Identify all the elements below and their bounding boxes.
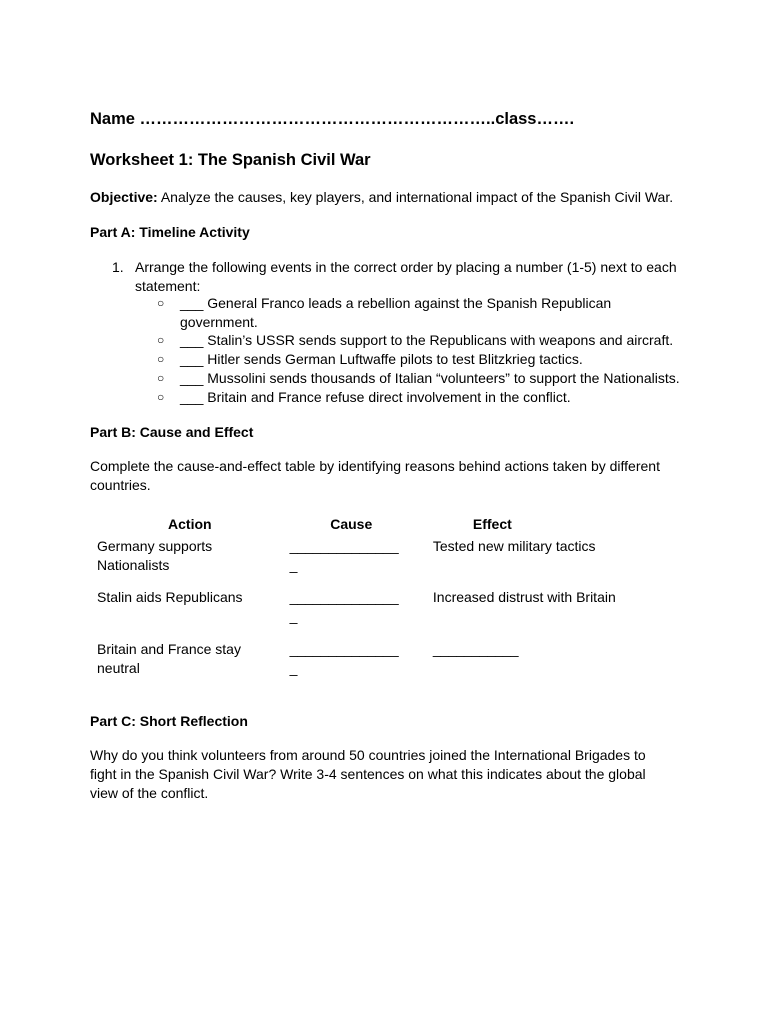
effect-blank[interactable]: ___________ xyxy=(432,641,519,657)
cause-blank[interactable]: ______________ _ xyxy=(289,538,399,573)
timeline-item xyxy=(157,294,685,331)
action-cell: Britain and France stay neutral xyxy=(97,641,241,676)
column-header-effect: Effect xyxy=(472,516,512,532)
table-row xyxy=(90,537,680,588)
bullet-icon: ○ xyxy=(157,296,165,310)
reflection-question: Why do you think volunteers from around 50 countries joined the International Brigades to fight in the Spanish Civil War? Write 3-4 sentences on what this indicates about the global view of the conflict. xyxy=(90,747,646,801)
column-header-action: Action xyxy=(168,516,212,532)
part-c-heading: Part C: Short Reflection xyxy=(90,713,248,729)
table-row xyxy=(90,640,680,678)
timeline-item xyxy=(157,388,685,407)
cause-effect-table xyxy=(90,515,680,678)
timeline-item xyxy=(157,350,685,369)
timeline-item-text: ___ Britain and France refuse direct involvement in the conflict. xyxy=(180,389,571,405)
timeline-item-text: ___ Mussolini sends thousands of Italian “volunteers” to support the Nationalists. xyxy=(180,370,680,386)
part-a-heading: Part A: Timeline Activity xyxy=(90,224,250,240)
cause-blank[interactable]: ______________ _ xyxy=(289,641,399,676)
timeline-item xyxy=(157,369,685,388)
bullet-icon: ○ xyxy=(157,352,165,366)
part-b-instruction: Complete the cause-and-effect table by identifying reasons behind actions taken by different countries. xyxy=(90,458,660,493)
part-b-heading: Part B: Cause and Effect xyxy=(90,424,254,440)
table-header-row xyxy=(90,515,680,537)
action-cell: Stalin aids Republicans xyxy=(97,589,243,605)
effect-cell: Increased distrust with Britain xyxy=(432,589,616,605)
bullet-icon: ○ xyxy=(157,390,165,404)
objective-label: Objective: xyxy=(90,189,158,205)
worksheet-title: Worksheet 1: The Spanish Civil War xyxy=(90,151,371,169)
column-header-cause: Cause xyxy=(330,516,373,532)
objective xyxy=(90,188,673,206)
timeline-instruction: Arrange the following events in the correct order by placing a number (1-5) next to each statement: xyxy=(135,259,677,294)
bullet-icon: ○ xyxy=(157,333,165,347)
effect-cell: Tested new military tactics xyxy=(432,538,596,554)
objective-text: Analyze the causes, key players, and international impact of the Spanish Civil War. xyxy=(157,189,674,205)
bullet-icon: ○ xyxy=(157,371,165,385)
name-class-line: Name ………………………………………………………..class……. xyxy=(90,110,575,128)
list-number: 1. xyxy=(112,259,124,275)
timeline-item xyxy=(157,331,685,350)
cause-blank[interactable]: ______________ _ xyxy=(289,589,399,624)
timeline-item-text: ___ General Franco leads a rebellion against the Spanish Republican government. xyxy=(180,295,612,330)
action-cell: Germany supports Nationalists xyxy=(97,538,213,573)
timeline-item-text: ___ Hitler sends German Luftwaffe pilots to test Blitzkrieg tactics. xyxy=(180,351,583,367)
timeline-item-text: ___ Stalin’s USSR sends support to the Republicans with weapons and aircraft. xyxy=(180,332,674,348)
table-row xyxy=(90,588,680,640)
